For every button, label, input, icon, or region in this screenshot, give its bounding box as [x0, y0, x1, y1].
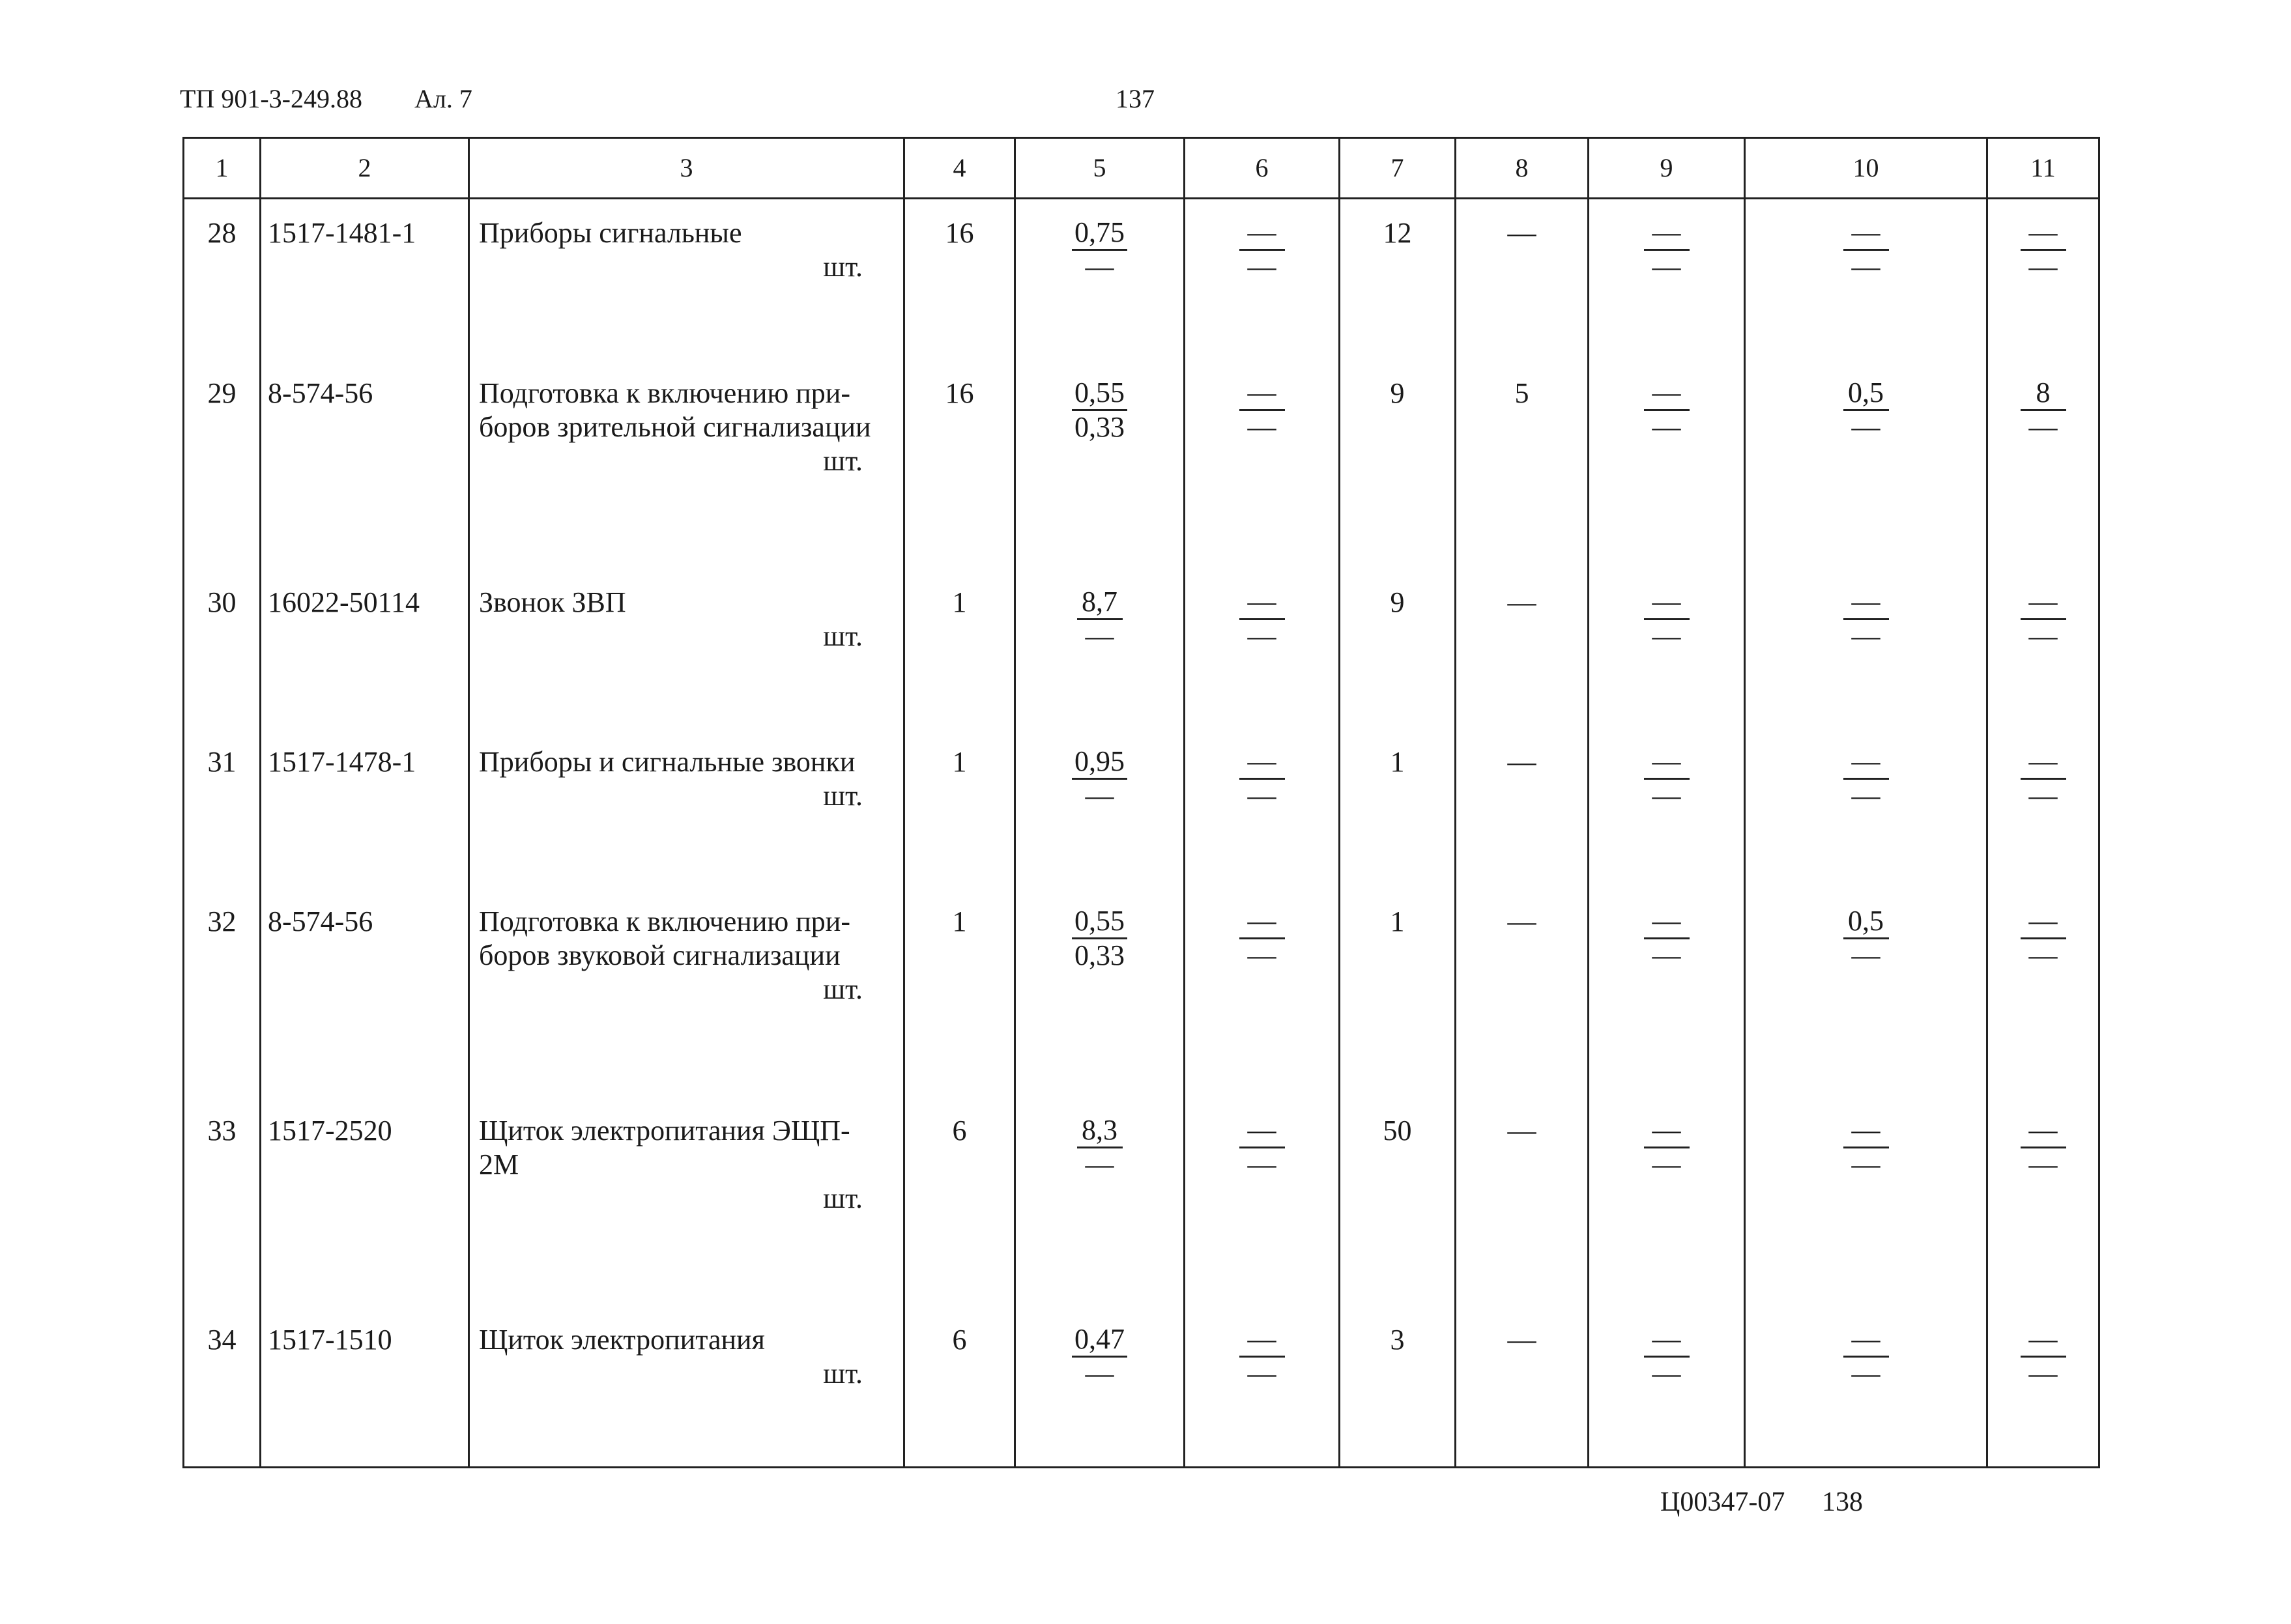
col6-cell — [1185, 199, 1340, 360]
column-header: 5 — [1015, 138, 1185, 199]
name-cell — [469, 1097, 904, 1306]
column-header: 10 — [1745, 138, 1987, 199]
item-name: Подготовка к включению при- боров звуковой сигнализации — [479, 905, 850, 971]
col8-cell — [1456, 1306, 1589, 1466]
col7-cell — [1340, 1306, 1456, 1466]
item-code: 8-574-56 — [268, 905, 373, 937]
fraction-numerator: — — [2021, 1114, 2066, 1148]
document-code: ТП 901-3-249.88 — [180, 84, 362, 113]
fraction-denominator: — — [2028, 410, 2058, 443]
fraction-numerator: — — [1644, 745, 1690, 780]
fraction-denominator: — — [1247, 620, 1276, 652]
fraction-value — [1843, 216, 1889, 283]
col11-cell — [1987, 728, 2099, 888]
col8-cell — [1456, 1097, 1589, 1306]
col10-cell — [1745, 360, 1987, 569]
col8-cell — [1456, 728, 1589, 888]
fraction-numerator: 0,75 — [1072, 216, 1127, 251]
row-number: 30 — [207, 586, 237, 618]
fraction-denominator: — — [1851, 939, 1880, 971]
quantity: 6 — [952, 1115, 967, 1147]
col5-cell — [1015, 199, 1185, 360]
fraction-denominator: — — [1652, 410, 1681, 443]
item-code: 1517-1481-1 — [268, 217, 416, 249]
row-number: 31 — [207, 745, 237, 778]
fraction-numerator: — — [1843, 1323, 1889, 1358]
col8-cell — [1456, 569, 1589, 728]
code-cell — [261, 728, 469, 888]
fraction-numerator: 0,47 — [1072, 1323, 1127, 1358]
fraction-value — [1644, 586, 1690, 653]
col7-value: 1 — [1390, 745, 1405, 778]
table-row — [184, 888, 2099, 1097]
col11-cell — [1987, 1097, 2099, 1306]
fraction-denominator: — — [2028, 1358, 2058, 1390]
fraction-value — [1239, 216, 1285, 283]
column-header: 6 — [1185, 138, 1340, 199]
fraction-numerator: 8 — [2021, 377, 2066, 411]
row-number-cell — [184, 360, 261, 569]
fraction-numerator: — — [2021, 1323, 2066, 1358]
col9-cell — [1589, 199, 1745, 360]
row-number-cell — [184, 199, 261, 360]
quantity: 1 — [952, 586, 967, 618]
name-cell — [469, 888, 904, 1097]
col8-value: 5 — [1514, 377, 1529, 409]
col5-cell — [1015, 1306, 1185, 1466]
fraction-numerator: 0,95 — [1072, 745, 1127, 780]
quantity-cell — [904, 1306, 1015, 1466]
column-header: 1 — [184, 138, 261, 199]
col11-cell — [1987, 1306, 2099, 1466]
table-row — [184, 569, 2099, 728]
fraction-value — [1239, 1114, 1285, 1181]
column-header: 11 — [1987, 138, 2099, 199]
col10-cell — [1745, 1306, 1987, 1466]
fraction-value — [2021, 745, 2066, 812]
fraction-numerator: — — [1239, 1323, 1285, 1358]
item-code: 1517-1478-1 — [268, 745, 416, 778]
fraction-denominator: — — [1652, 1148, 1681, 1180]
col6-cell — [1185, 1306, 1340, 1466]
col9-cell — [1589, 1097, 1745, 1306]
table-row — [184, 360, 2099, 569]
quantity-cell — [904, 199, 1015, 360]
col8-cell — [1456, 360, 1589, 569]
fraction-denominator: — — [2028, 939, 2058, 971]
fraction-value — [1843, 1323, 1889, 1390]
fraction-numerator: — — [1239, 216, 1285, 251]
column-header: 2 — [261, 138, 469, 199]
fraction-value — [2021, 586, 2066, 653]
item-name: Щиток электропитания — [479, 1324, 765, 1356]
fraction-value — [1644, 1323, 1690, 1390]
fraction-denominator: 0,33 — [1074, 410, 1125, 443]
col7-cell — [1340, 1097, 1456, 1306]
fraction-numerator: — — [2021, 586, 2066, 620]
col5-cell — [1015, 728, 1185, 888]
fraction-denominator: — — [1652, 1358, 1681, 1390]
fraction-denominator: — — [1652, 620, 1681, 652]
fraction-denominator: — — [1652, 939, 1681, 971]
row-number-cell — [184, 569, 261, 728]
fraction-numerator: — — [1239, 745, 1285, 780]
col6-cell — [1185, 569, 1340, 728]
row-number-cell — [184, 1097, 261, 1306]
name-cell — [469, 569, 904, 728]
column-header: 8 — [1456, 138, 1589, 199]
fraction-value — [2021, 1114, 2066, 1181]
table-row — [184, 1097, 2099, 1306]
fraction-value — [1843, 586, 1889, 653]
fraction-numerator: 0,55 — [1072, 377, 1127, 411]
table-row — [184, 1306, 2099, 1466]
row-number: 28 — [207, 217, 237, 249]
fraction-denominator: — — [1652, 251, 1681, 283]
fraction-value — [1644, 745, 1690, 812]
col5-cell — [1015, 888, 1185, 1097]
fraction-value — [1072, 377, 1127, 444]
fraction-numerator: — — [1239, 1114, 1285, 1148]
fraction-numerator: — — [1644, 1114, 1690, 1148]
col7-value: 12 — [1383, 217, 1412, 249]
fraction-denominator: — — [1247, 410, 1276, 443]
code-cell — [261, 888, 469, 1097]
fraction-denominator: — — [1085, 251, 1114, 283]
item-name: Приборы и сигнальные звонки — [479, 745, 856, 778]
col7-cell — [1340, 360, 1456, 569]
fraction-value — [2021, 1323, 2066, 1390]
fraction-denominator: — — [1652, 779, 1681, 812]
item-name: Щиток электропитания ЭЩП- 2М — [479, 1115, 850, 1180]
col10-cell — [1745, 569, 1987, 728]
fraction-value — [1843, 745, 1889, 812]
fraction-value — [1843, 1114, 1889, 1181]
fraction-value — [2021, 216, 2066, 283]
row-number: 34 — [207, 1324, 237, 1356]
item-code: 8-574-56 — [268, 377, 373, 409]
fraction-numerator: — — [1843, 745, 1889, 780]
footer-page-number: 138 — [1822, 1487, 1863, 1517]
col7-value: 9 — [1390, 377, 1405, 409]
col7-cell — [1340, 199, 1456, 360]
row-number-cell — [184, 728, 261, 888]
fraction-numerator: — — [1239, 905, 1285, 939]
fraction-denominator: — — [1247, 1358, 1276, 1390]
fraction-value — [1239, 1323, 1285, 1390]
col8-value: — — [1507, 586, 1536, 618]
unit-label: шт. — [823, 1182, 863, 1214]
col10-cell — [1745, 728, 1987, 888]
unit-label: шт. — [823, 1358, 863, 1390]
fraction-denominator: — — [1851, 1148, 1880, 1180]
fraction-numerator: — — [1843, 1114, 1889, 1148]
col8-cell — [1456, 199, 1589, 360]
fraction-denominator: — — [1851, 620, 1880, 652]
quantity: 16 — [945, 377, 974, 409]
fraction-denominator: 0,33 — [1074, 939, 1125, 971]
row-number-cell — [184, 888, 261, 1097]
unit-label: шт. — [823, 444, 863, 477]
col5-cell — [1015, 1097, 1185, 1306]
col9-cell — [1589, 888, 1745, 1097]
column-header: 3 — [469, 138, 904, 199]
quantity: 6 — [952, 1324, 967, 1356]
fraction-denominator: — — [1247, 779, 1276, 812]
item-code: 1517-2520 — [268, 1115, 392, 1147]
fraction-denominator: — — [1085, 1148, 1114, 1180]
fraction-denominator: — — [1085, 779, 1114, 812]
col8-value: — — [1507, 745, 1536, 778]
fraction-numerator: — — [1239, 377, 1285, 411]
fraction-value — [2021, 905, 2066, 972]
fraction-numerator: — — [1644, 905, 1690, 939]
column-header: 9 — [1589, 138, 1745, 199]
fraction-numerator: — — [1843, 216, 1889, 251]
footer-code: Ц00347-07 — [1660, 1487, 1785, 1517]
col7-value: 9 — [1390, 586, 1405, 618]
fraction-value — [1644, 1114, 1690, 1181]
col8-value: — — [1507, 217, 1536, 249]
fraction-value — [2021, 377, 2066, 444]
col11-cell — [1987, 569, 2099, 728]
fraction-value — [1072, 1323, 1127, 1390]
fraction-numerator: — — [1843, 586, 1889, 620]
fraction-denominator: — — [1851, 779, 1880, 812]
col5-cell — [1015, 360, 1185, 569]
fraction-numerator: 0,55 — [1072, 905, 1127, 939]
fraction-denominator: — — [1085, 620, 1114, 652]
fraction-value — [1072, 216, 1127, 283]
row-number: 29 — [207, 377, 237, 409]
specification-table — [182, 137, 2100, 1468]
row-number-cell — [184, 1306, 261, 1466]
item-code: 1517-1510 — [268, 1324, 392, 1356]
table-row — [184, 728, 2099, 888]
col8-value: — — [1507, 1115, 1536, 1147]
col6-cell — [1185, 360, 1340, 569]
item-name: Приборы сигнальные — [479, 217, 742, 249]
fraction-numerator: — — [1644, 377, 1690, 411]
col7-value: 50 — [1383, 1115, 1412, 1147]
fraction-value — [1843, 905, 1889, 972]
fraction-denominator: — — [1851, 251, 1880, 283]
fraction-denominator: — — [1851, 1358, 1880, 1390]
fraction-value — [1077, 1114, 1123, 1181]
fraction-numerator: 0,5 — [1843, 377, 1889, 411]
table-row — [184, 199, 2099, 360]
fraction-numerator: 8,3 — [1077, 1114, 1123, 1148]
fraction-denominator: — — [2028, 779, 2058, 812]
quantity-cell — [904, 1097, 1015, 1306]
fraction-denominator: — — [1247, 1148, 1276, 1180]
code-cell — [261, 569, 469, 728]
item-name: Подготовка к включению при- боров зрительной сигнализации — [479, 377, 871, 443]
page-number: 137 — [1116, 84, 1155, 113]
fraction-value — [1239, 905, 1285, 972]
code-cell — [261, 360, 469, 569]
col9-cell — [1589, 1306, 1745, 1466]
quantity-cell — [904, 360, 1015, 569]
fraction-value — [1239, 586, 1285, 653]
fraction-numerator: — — [2021, 905, 2066, 939]
fraction-denominator: — — [2028, 620, 2058, 652]
fraction-value — [1644, 377, 1690, 444]
sheet-label: Ал. 7 — [414, 84, 472, 113]
col6-cell — [1185, 1097, 1340, 1306]
fraction-numerator: — — [1644, 586, 1690, 620]
col10-cell — [1745, 1097, 1987, 1306]
code-cell — [261, 1097, 469, 1306]
col8-value: — — [1507, 1324, 1536, 1356]
row-number: 32 — [207, 905, 237, 937]
quantity: 1 — [952, 745, 967, 778]
fraction-denominator: — — [2028, 251, 2058, 283]
unit-label: шт. — [823, 620, 863, 652]
col5-cell — [1015, 569, 1185, 728]
quantity-cell — [904, 888, 1015, 1097]
quantity: 1 — [952, 905, 967, 937]
fraction-numerator: 0,5 — [1843, 905, 1889, 939]
fraction-denominator: — — [1247, 939, 1276, 971]
col11-cell — [1987, 199, 2099, 360]
quantity: 16 — [945, 217, 974, 249]
name-cell — [469, 199, 904, 360]
col10-cell — [1745, 888, 1987, 1097]
name-cell — [469, 360, 904, 569]
fraction-value — [1072, 745, 1127, 812]
col7-cell — [1340, 888, 1456, 1097]
name-cell — [469, 728, 904, 888]
code-cell — [261, 199, 469, 360]
col6-cell — [1185, 728, 1340, 888]
col9-cell — [1589, 360, 1745, 569]
table-filler-row — [184, 1466, 2099, 1467]
fraction-numerator: 8,7 — [1077, 586, 1123, 620]
column-number-row — [184, 138, 2099, 199]
col10-cell — [1745, 199, 1987, 360]
fraction-denominator: — — [1247, 251, 1276, 283]
col11-cell — [1987, 888, 2099, 1097]
col9-cell — [1589, 569, 1745, 728]
unit-label: шт. — [823, 251, 863, 283]
fraction-numerator: — — [2021, 745, 2066, 780]
col7-cell — [1340, 569, 1456, 728]
fraction-numerator: — — [1644, 216, 1690, 251]
fraction-value — [1644, 216, 1690, 283]
fraction-denominator: — — [1851, 410, 1880, 443]
fraction-value — [1239, 377, 1285, 444]
quantity-cell — [904, 728, 1015, 888]
item-code: 16022-50114 — [268, 586, 420, 618]
fraction-numerator: — — [1239, 586, 1285, 620]
fraction-numerator: — — [1644, 1323, 1690, 1358]
fraction-denominator: — — [2028, 1148, 2058, 1180]
fraction-value — [1072, 905, 1127, 972]
col7-cell — [1340, 728, 1456, 888]
fraction-value — [1843, 377, 1889, 444]
column-header: 4 — [904, 138, 1015, 199]
fraction-value — [1239, 745, 1285, 812]
item-name: Звонок ЗВП — [479, 586, 626, 618]
unit-label: шт. — [823, 973, 863, 1005]
col7-value: 1 — [1390, 905, 1405, 937]
code-cell — [261, 1306, 469, 1466]
quantity-cell — [904, 569, 1015, 728]
col8-value: — — [1507, 905, 1536, 937]
col11-cell — [1987, 360, 2099, 569]
fraction-numerator: — — [2021, 216, 2066, 251]
fraction-value — [1644, 905, 1690, 972]
fraction-denominator: — — [1085, 1358, 1114, 1390]
col6-cell — [1185, 888, 1340, 1097]
col9-cell — [1589, 728, 1745, 888]
unit-label: шт. — [823, 779, 863, 812]
name-cell — [469, 1306, 904, 1466]
col7-value: 3 — [1390, 1324, 1405, 1356]
col8-cell — [1456, 888, 1589, 1097]
row-number: 33 — [207, 1115, 237, 1147]
column-header: 7 — [1340, 138, 1456, 199]
fraction-value — [1077, 586, 1123, 653]
